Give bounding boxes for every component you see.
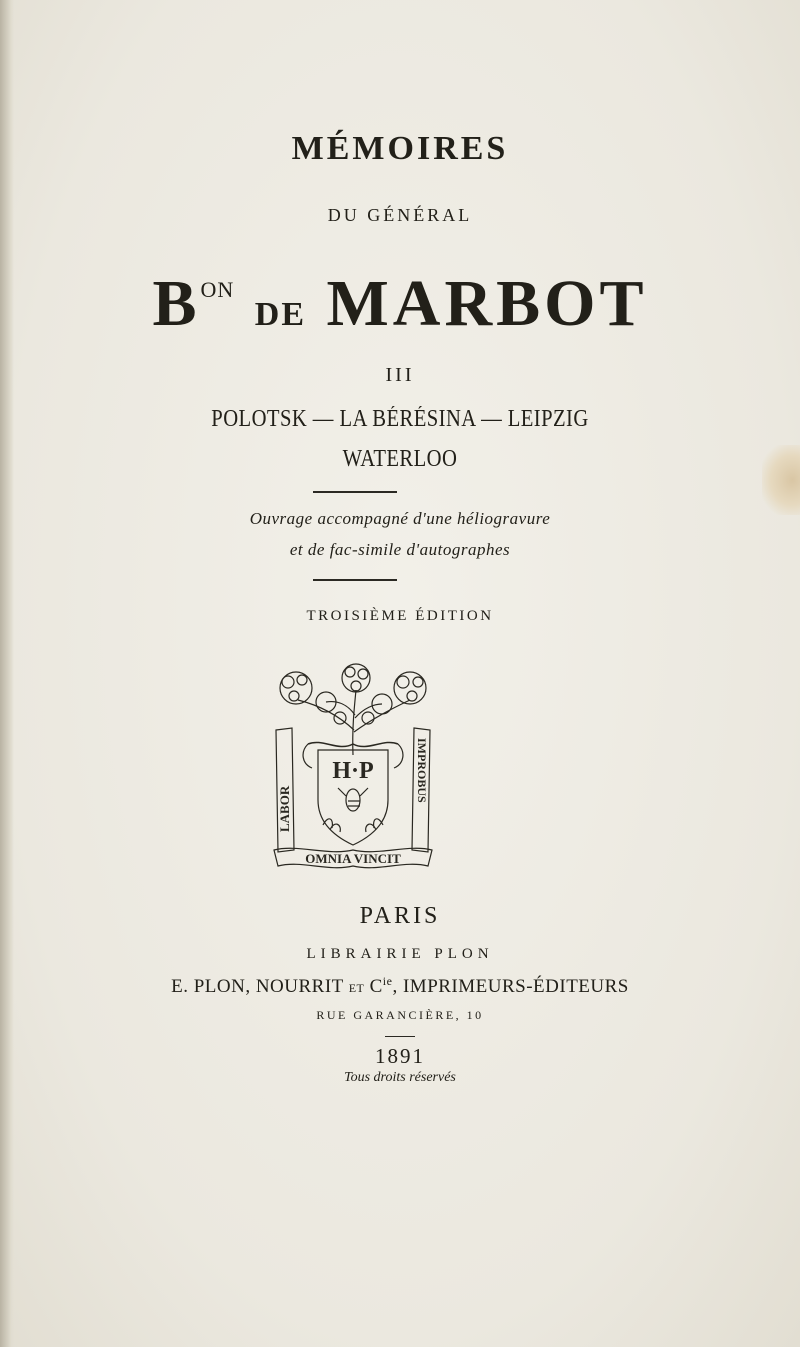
- description-line-1: Ouvrage accompagné d'une héliogravure: [249, 509, 551, 528]
- printers-et: ET: [348, 981, 365, 995]
- imprint-publisher: LIBRAIRIE PLON: [306, 946, 494, 962]
- paper-stain: [762, 445, 800, 515]
- page-gutter-shadow: [0, 0, 14, 1347]
- divider-rule-1: [313, 491, 397, 493]
- rights-reserved: Tous droits réservés: [344, 1070, 456, 1085]
- imprint-printers: [0, 974, 800, 998]
- imprint-year: 1891: [375, 1044, 425, 1068]
- mark-motto-right: IMPROBUS: [415, 738, 429, 803]
- title-du-general: DU GÉNÉRAL: [327, 205, 473, 225]
- volume-number: III: [385, 364, 415, 386]
- divider-rule-3: [385, 1036, 415, 1037]
- battles-line-2: WATERLOO: [342, 446, 458, 472]
- printers-role: , IMPRIMEURS-ÉDITEURS: [392, 976, 629, 997]
- title-rank-superscript: ON: [200, 277, 235, 302]
- battles-line-1: POLOTSK — LA BÉRÉSINA — LEIPZIG: [211, 406, 589, 432]
- printers-c-sup: ie: [382, 974, 393, 988]
- divider-rule-2: [313, 579, 397, 581]
- mark-motto-bottom: OMNIA VINCIT: [305, 851, 401, 866]
- mark-motto-left: LABOR: [277, 785, 292, 832]
- mark-monogram: H·P: [332, 758, 374, 784]
- title-rank-initial: B: [152, 267, 201, 340]
- imprint-address: RUE GARANCIÈRE, 10: [316, 1008, 484, 1022]
- edition-label: TROISIÈME ÉDITION: [306, 608, 494, 624]
- title-particle: DE: [254, 296, 307, 333]
- imprint-city: PARIS: [359, 903, 441, 929]
- title-memoires: MÉMOIRES: [291, 130, 509, 167]
- title-surname: MARBOT: [326, 267, 648, 340]
- printers-mark-icon: [268, 660, 438, 872]
- printers-c: C: [364, 976, 383, 997]
- printers-names: E. PLON, NOURRIT: [171, 976, 349, 997]
- description-line-2: et de fac-simile d'autographes: [289, 540, 511, 559]
- title-author-name: [0, 255, 800, 350]
- foliage-icon: [280, 664, 426, 755]
